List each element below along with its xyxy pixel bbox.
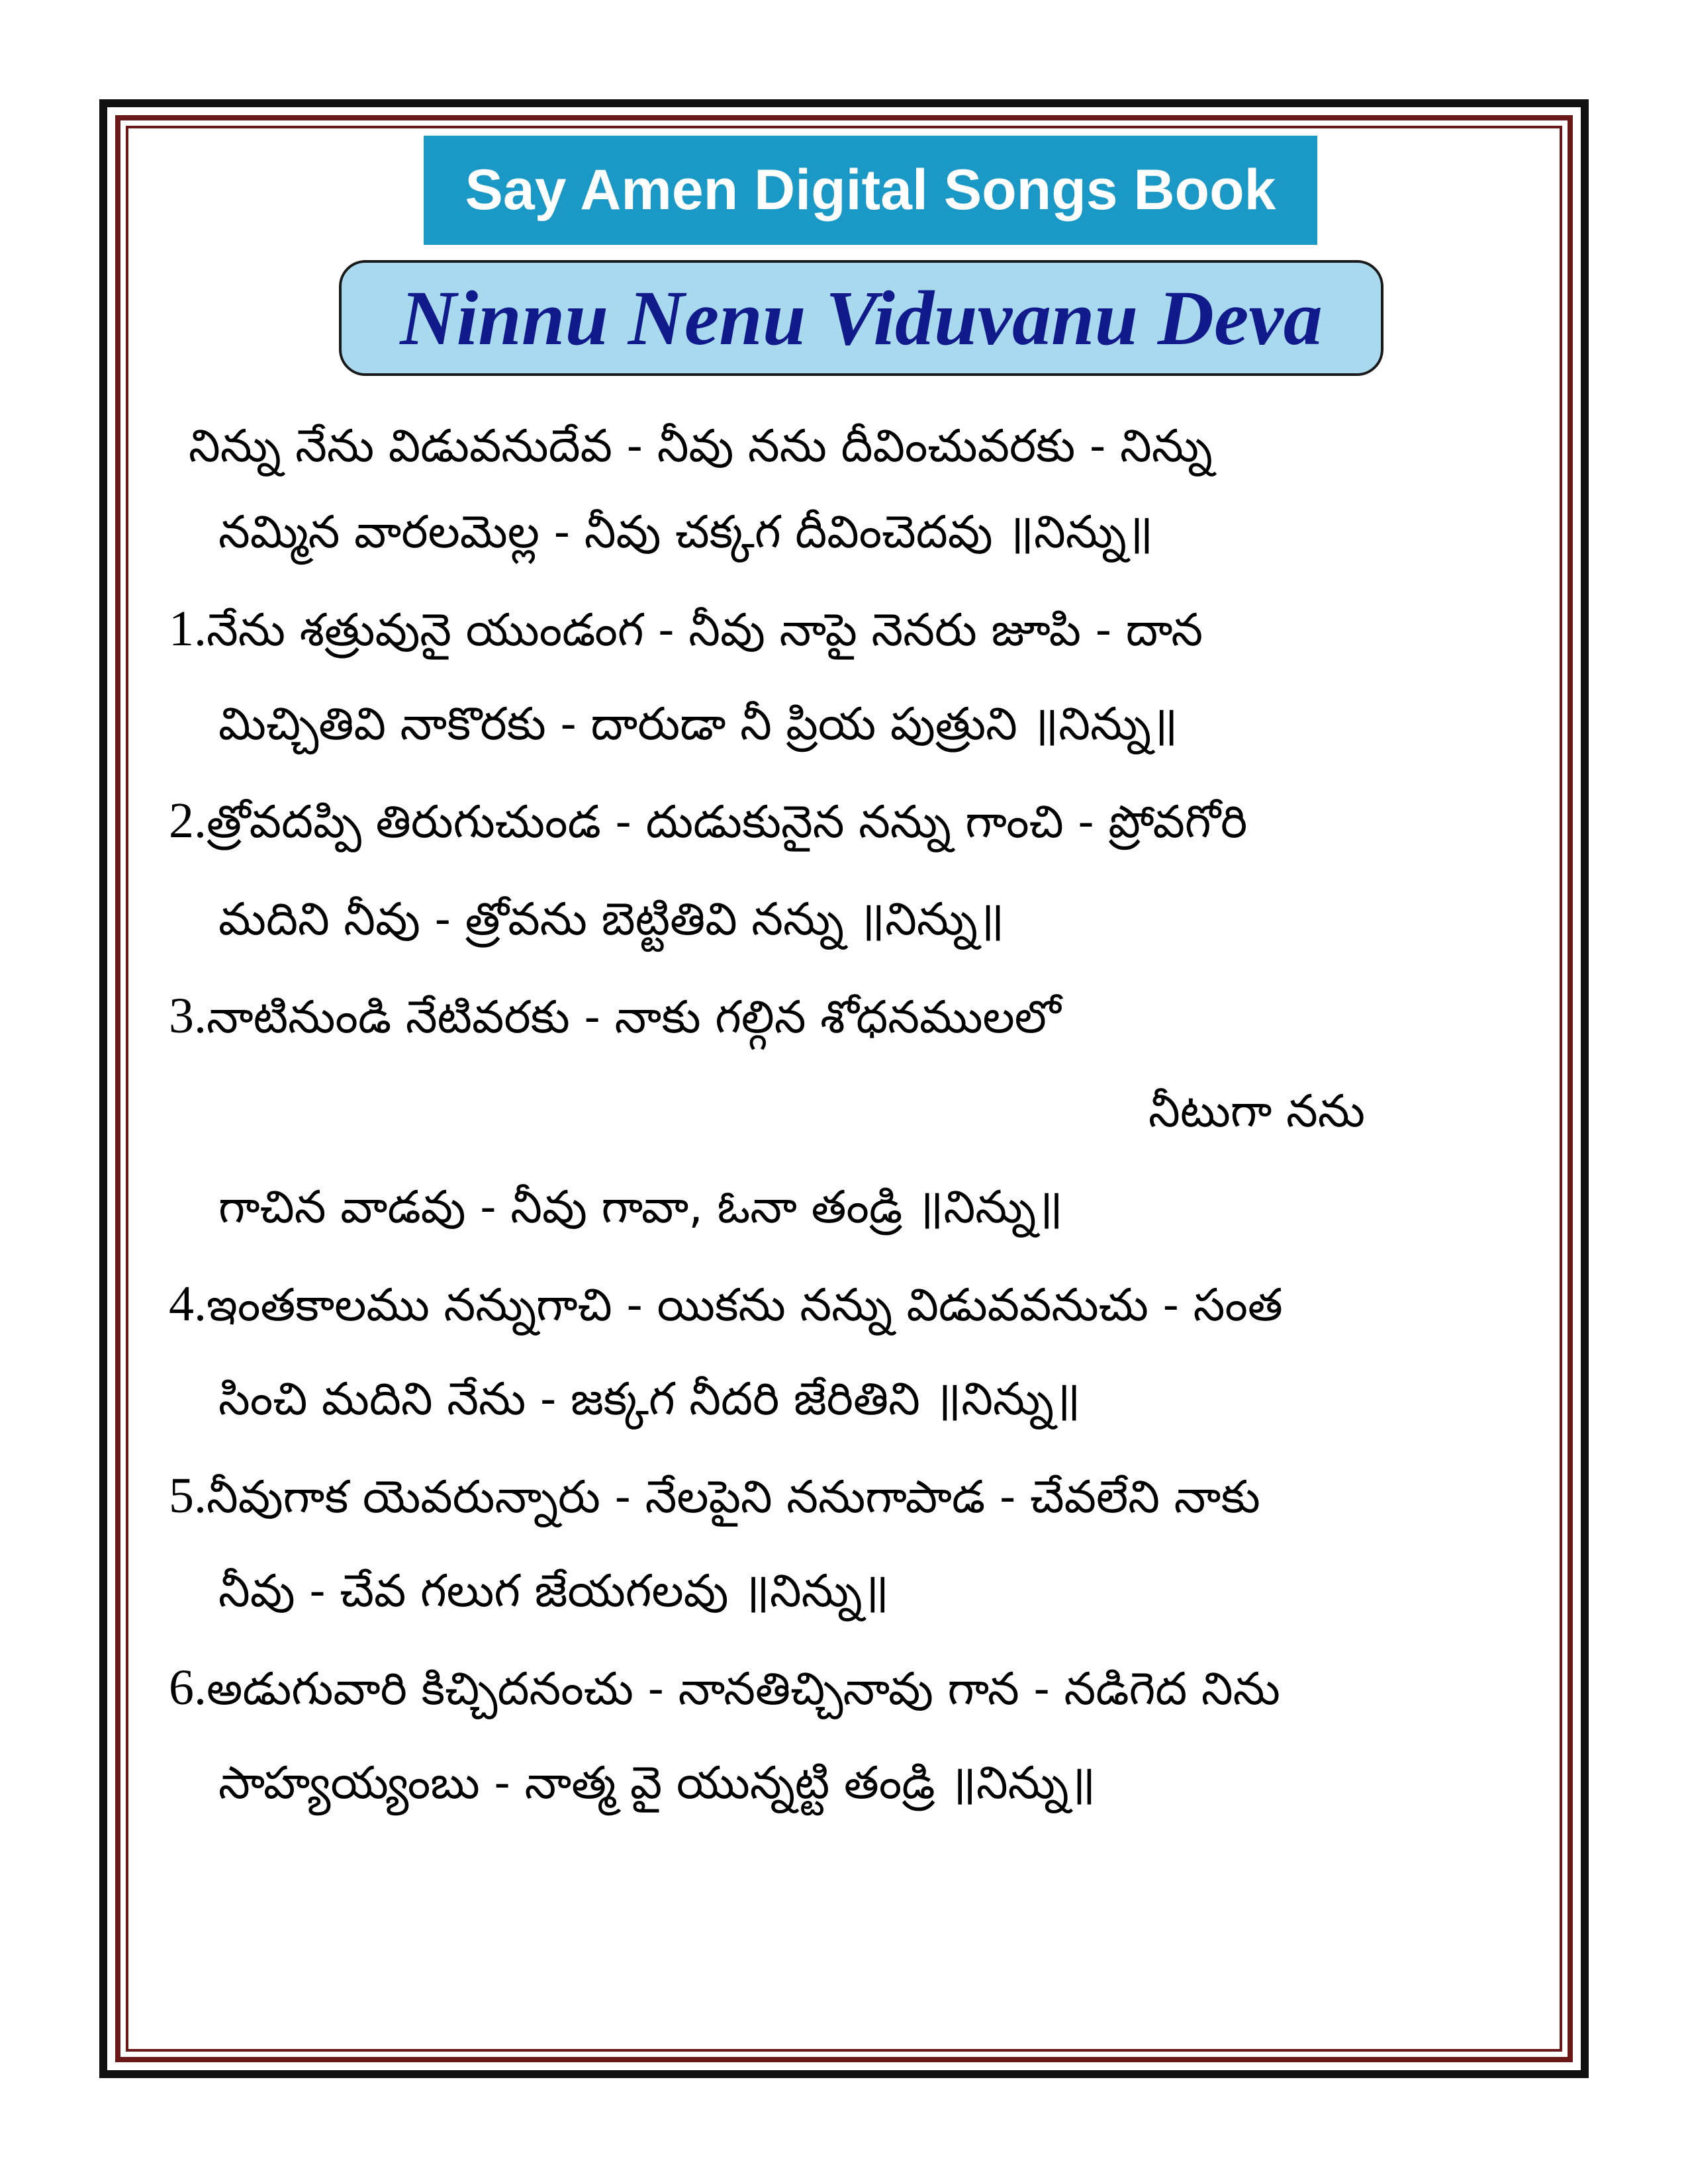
- verse-text: నాటినుండి నేటివరకు - నాకు గల్గిన శోధనములలో: [207, 991, 1061, 1044]
- verse-line: [169, 592, 1203, 665]
- verse-text: ఇంతకాలము నన్నుగాచి - యికను నన్ను విడువవనుచు - సంత: [207, 1279, 1283, 1332]
- verse-text: నీవుగాక యెవరున్నారు - నేలపైని ననుగాపాడ - చేవలేని నాకు: [207, 1471, 1260, 1524]
- verse-text: అడుగువారి కిచ్చిదనంచు - నానతిచ్చినావు గాన - నడిగెద నిను: [207, 1663, 1280, 1715]
- verse-text: నేను శత్రువునై యుండంగ - నీవు నాపై నెనరు జూపి - దాన: [207, 604, 1203, 657]
- verse-line: సించి మదిని నేను - జక్కగ నీదరి జేరితిని ॥నిన్ను॥: [218, 1373, 1081, 1426]
- song-title: Ninnu Nenu Viduvanu Deva: [339, 260, 1383, 376]
- verse-line: [169, 1459, 1260, 1532]
- verse-line: గాచిన వాడవు - నీవు గావా, ఓనా తండ్రి ॥నిన్ను॥: [218, 1181, 1063, 1234]
- verse-number: 4.: [169, 1276, 207, 1332]
- verse-line: నీటుగా నను: [1149, 1085, 1366, 1138]
- verse-number: 2.: [169, 793, 207, 848]
- verse-line: నీవు - చేవ గలుగ జేయగలవు ॥నిన్ను॥: [218, 1565, 890, 1617]
- verse-line: మదిని నీవు - త్రోవను బెట్టితివి నన్ను ॥నిన్ను॥: [218, 893, 1005, 946]
- pallavi-line: నమ్మిన వారలమెల్ల - నీవు చక్కగ దీవించెదవు ॥నిన్ను॥: [218, 506, 1154, 559]
- verse-number: 5.: [169, 1468, 207, 1524]
- verse-line: మిచ్చితివి నాకొరకు - దారుడా నీ ప్రియ పుత్రుని ॥నిన్ను॥: [218, 698, 1178, 751]
- verse-number: 3.: [169, 988, 207, 1044]
- verse-line: సాహ్యయ్యంబు - నాత్మ వై యున్నట్టి తండ్రి ॥నిన్ను॥: [218, 1757, 1096, 1809]
- verse-line: [169, 1267, 1283, 1340]
- verse-line: [169, 1651, 1280, 1724]
- verse-text: త్రోవదప్పి తిరుగుచుండ - దుడుకునైన నన్ను గాంచి - ప్రోవగోరి: [207, 796, 1248, 848]
- book-banner: Say Amen Digital Songs Book: [424, 136, 1317, 245]
- verse-line: [169, 784, 1247, 857]
- verse-line: [169, 979, 1061, 1052]
- pallavi-line: నిన్ను నేను విడువనుదేవ - నీవు నను దీవించువరకు - నిన్ను: [189, 420, 1213, 473]
- verse-number: 6.: [169, 1660, 207, 1715]
- verse-number: 1.: [169, 601, 207, 657]
